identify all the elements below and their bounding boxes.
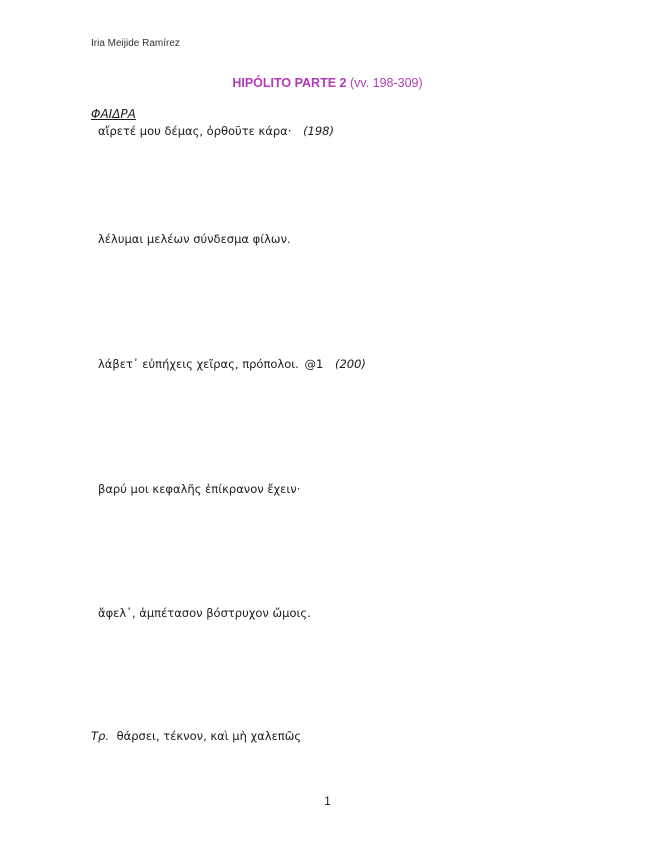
verse-line [98,124,334,138]
verse-text: βαρύ μοι κεφαλῆς ἐπίκρανον ἔχειν· [98,482,301,496]
verse-text: αἴρετέ μου δέμας, ὀρθοῦτε κάρα· [98,124,292,138]
nurse-line [91,729,301,743]
verse-line [98,357,366,371]
verse-number: (200) [334,357,366,371]
verse-text: λέλυμαι μελέων σύνδεσμα φίλων. [98,232,291,246]
running-head: Iria Meijide Ramírez [91,38,180,49]
verse-text: ἄφελ᾽, ἀμπέτασον βόστρυχον ὤμοις. [98,606,311,620]
verse-mark: @1 [304,357,324,371]
page-number: 1 [324,794,331,808]
document-title [0,76,655,90]
verse-line [98,606,311,620]
speaker-abbreviation: Τρ. [91,729,109,743]
title-verse-range: (vv. 198-309) [349,76,423,90]
verse-number: (198) [303,124,334,138]
verse-line [98,482,300,496]
title-main: HIPÓLITO PARTE 2 [232,76,347,90]
speaker-label: ΦΑΙΔΡΑ [91,107,136,121]
verse-text: θάρσει, τέκνον, καὶ μὴ χαλεπῶς [116,729,302,743]
verse-line [98,232,291,246]
verse-text: λάβετ᾽ εὐπήχεις χεῖρας, πρόπολοι. [98,357,299,371]
